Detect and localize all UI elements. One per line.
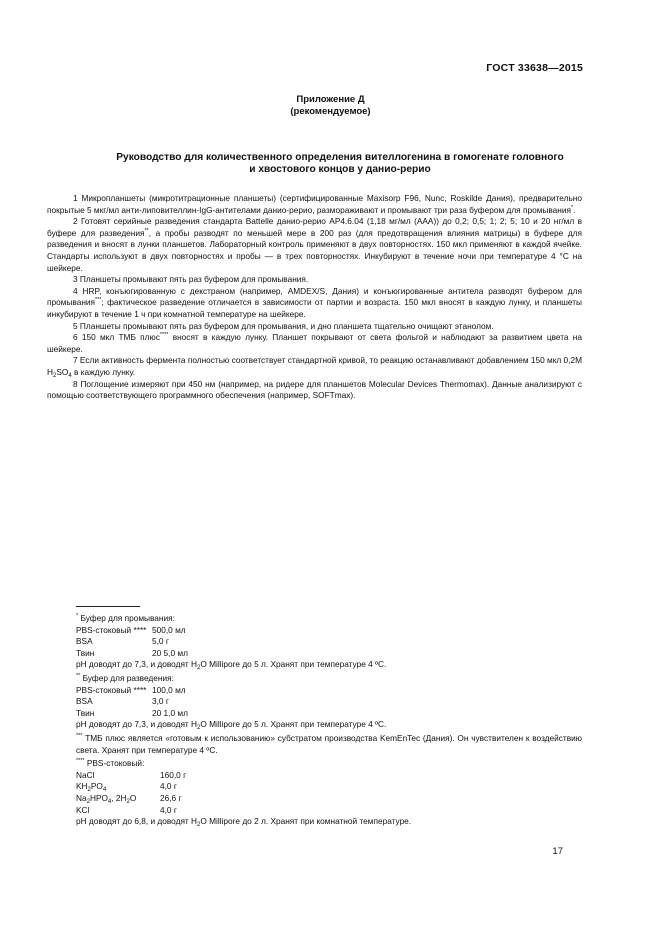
footnote-row xyxy=(76,636,582,648)
formula-part: PO xyxy=(90,781,103,792)
ph-text-b: O Millipore до 2 л. Хранят при комнатной температуре. xyxy=(200,816,412,827)
reagent-name: KCl xyxy=(76,804,90,815)
footnotes xyxy=(76,611,582,828)
subscript: 4 xyxy=(107,798,112,805)
footnote-ref: * xyxy=(571,204,574,211)
footnote-4-ph xyxy=(76,816,582,828)
paragraph-2-text-a: 2 Готовят серийные разведения стандарта Battelle данио-рерио AP4.6.04 (1,18 мг/мл (AAA)) до 0,2; 0,5; 1; 2; 5; 10 и 20 нг/мл в буфере для разведения xyxy=(47,216,582,238)
footnote-1-ph xyxy=(76,659,582,671)
formula-part: KH xyxy=(76,781,88,792)
ph-text-a: pH доводят до 6,8, и доводят H xyxy=(76,816,198,827)
footnote-mark: ** xyxy=(76,672,81,679)
reagent-value: 100,0 мл xyxy=(152,684,186,695)
footnote-2-ph xyxy=(76,719,582,731)
reagent-value: 4,0 г xyxy=(160,804,177,815)
section-title-line1: Руководство для количественного определения вителлогенина в гомогенате головного xyxy=(116,152,564,163)
subscript: 2 xyxy=(86,798,90,805)
paragraph-7-text-a: 7 Если активность фермента полностью соответствует стандартной кривой, то реакцию останавливают добавлением 150 мкл 0,2М H xyxy=(47,355,583,377)
footnote-row xyxy=(76,770,582,782)
footnote-row xyxy=(76,793,582,805)
section-title xyxy=(60,152,620,176)
appendix-title: Приложение Д xyxy=(296,94,365,105)
footnote-title-text: Буфер для разведения: xyxy=(80,672,174,683)
ph-text-a: pH доводят до 7,3, и доводят H xyxy=(76,719,198,730)
procedure-body xyxy=(47,193,582,402)
footnote-title-text: Буфер для промывания: xyxy=(78,613,175,623)
footnote-row xyxy=(76,781,582,793)
footnote-row xyxy=(76,696,582,708)
formula-part: HPO xyxy=(89,792,108,803)
footnote-separator xyxy=(76,606,140,607)
paragraph-7-text-c: в каждую лунку. xyxy=(71,366,136,377)
paragraph-6-text-a: 6 150 мкл ТМБ плюс xyxy=(73,332,160,343)
subscript: 2 xyxy=(87,787,91,794)
footnote-ref: **** xyxy=(159,332,169,339)
footnote-row xyxy=(76,625,582,637)
standard-header: ГОСТ 33638—2015 xyxy=(486,62,583,74)
reagent-value: 160,0 г xyxy=(160,769,187,780)
ph-text-b: O Millipore до 5 л. Хранят при температуре 4 ºС. xyxy=(200,719,387,730)
footnote-ref: *** xyxy=(95,297,102,304)
reagent-name xyxy=(76,793,160,805)
subscript: 2 xyxy=(197,822,201,829)
subscript: 2 xyxy=(197,725,201,732)
footnote-title-text: PBS-стоковый: xyxy=(84,758,145,769)
footnote-row xyxy=(76,648,582,660)
reagent-value: 4,0 г xyxy=(160,781,177,792)
subscript: 2 xyxy=(197,665,201,672)
footnote-mark: **** xyxy=(76,758,85,765)
subscript: 2 xyxy=(53,372,57,379)
paragraph-6-text-b: вносят в каждую лунку. Планшет покрывают от света фольгой и наблюдают за развитием цвета на шейкере. xyxy=(47,332,582,354)
footnote-mark: *** xyxy=(76,732,83,739)
reagent-value: 500,0 мл xyxy=(152,624,186,635)
paragraph-1 xyxy=(47,193,582,216)
reagent-name: BSA xyxy=(76,636,93,647)
footnote-ref: ** xyxy=(144,227,149,234)
reagent-value: 5,0 г xyxy=(152,636,169,647)
reagent-name: PBS-стоковый **** xyxy=(76,684,147,695)
reagent-name: Твин xyxy=(76,647,95,658)
reagent-name: NaCl xyxy=(76,769,95,780)
paragraph-2 xyxy=(47,216,582,274)
reagent-value: 20 1,0 мл xyxy=(152,707,188,718)
formula-part: , 2H xyxy=(111,792,127,803)
subscript: 4 xyxy=(68,372,72,379)
paragraph-4-text-a: 4 HRP, конъюгированную с декстраном (например, AMDEX/S, Дания) и конъюгированные антитела разводят буфером для промывания xyxy=(47,285,582,308)
paragraph-3: 3 Планшеты промывают пять раз буфером для промывания. xyxy=(73,274,309,285)
reagent-name: Твин xyxy=(76,707,95,718)
footnote-3-text: ТМБ плюс является «готовым к использованию» субстратом производства KemEnTec (Дания). Он чувствителен к воздействию света. Хранят при температуре 4 ºС. xyxy=(76,732,582,755)
paragraph-1-end: . xyxy=(573,204,576,215)
footnote-2-title xyxy=(76,671,582,685)
paragraph-6 xyxy=(47,332,582,355)
reagent-value: 20 5,0 мл xyxy=(152,647,188,658)
paragraph-5: 5 Планшеты промывают пять раз буфером для промывания, и дно планшета тщательно очищают этанолом. xyxy=(73,320,494,331)
paragraph-7 xyxy=(47,355,582,378)
reagent-name: BSA xyxy=(76,696,93,707)
reagent-name: PBS-стоковый **** xyxy=(76,624,147,635)
paragraph-2-text-b: , а пробы разводят по меньшей мере в 200 раз (для предотвращения влияния матрицы) в буфере для разведения и вносят в лунки планшетов. Лабораторный контроль применяют в двух повторностях. 150 мкл применяют в каждой ячейке. Стандарты используют в двух повторностях и пробы — в трех повторностях. Инкубируют в течение ночи при температуре 4 °С на шейкере. xyxy=(47,227,582,273)
paragraph-8: 8 Поглощение измеряют при 450 нм (например, на ридере для планшетов Molecular Devices Thermomax). Данные анализируют с помощью соответствующего программного обеспечения (например, SOFTmax). xyxy=(47,378,582,401)
appendix-heading xyxy=(0,94,661,118)
appendix-subtitle: (рекомендуемое) xyxy=(290,106,371,117)
paragraph-4 xyxy=(47,286,582,321)
formula-part: O xyxy=(129,792,137,803)
footnote-3 xyxy=(76,731,582,756)
reagent-name xyxy=(76,781,160,793)
page-number: 17 xyxy=(552,846,563,857)
formula-part: Na xyxy=(76,792,87,803)
subscript: 4 xyxy=(102,787,107,794)
footnote-row xyxy=(76,805,582,817)
ph-text-a: pH доводят до 7,3, и доводят H xyxy=(76,659,198,670)
section-title-line2: и хвостового концов у данио-рерио xyxy=(249,164,431,175)
footnote-row xyxy=(76,685,582,697)
reagent-value: 26,6 г xyxy=(160,792,182,803)
footnote-1-title xyxy=(76,611,582,625)
reagent-value: 3,0 г xyxy=(152,696,169,707)
ph-text-b: O Millipore до 5 л. Хранят при температуре 4 ºС. xyxy=(200,659,387,670)
paragraph-1-text: 1 Микропланшеты (микротитрационные планшеты) (сертифицированные Maxisorp F96, Nunc, Roskilde Дания), предварительно покрытые 5 мкг/мл анти-липовителлин-IgG-антителами данио-рерио, размораживают и промывают три раза буфером для промывания xyxy=(47,193,582,215)
footnote-4-title xyxy=(76,756,582,770)
paragraph-4-text-b: ; фактическое разведение отличается в зависимости от партии и возраста. 150 мкл вносят в каждую лунку, и планшеты инкубируют в течение 1 ч при комнатной температуре на шейкере. xyxy=(47,297,582,319)
subscript: 2 xyxy=(126,798,130,805)
footnote-mark: * xyxy=(76,613,79,619)
footnote-row xyxy=(76,708,582,720)
paragraph-7-text-b: SO xyxy=(56,366,69,377)
